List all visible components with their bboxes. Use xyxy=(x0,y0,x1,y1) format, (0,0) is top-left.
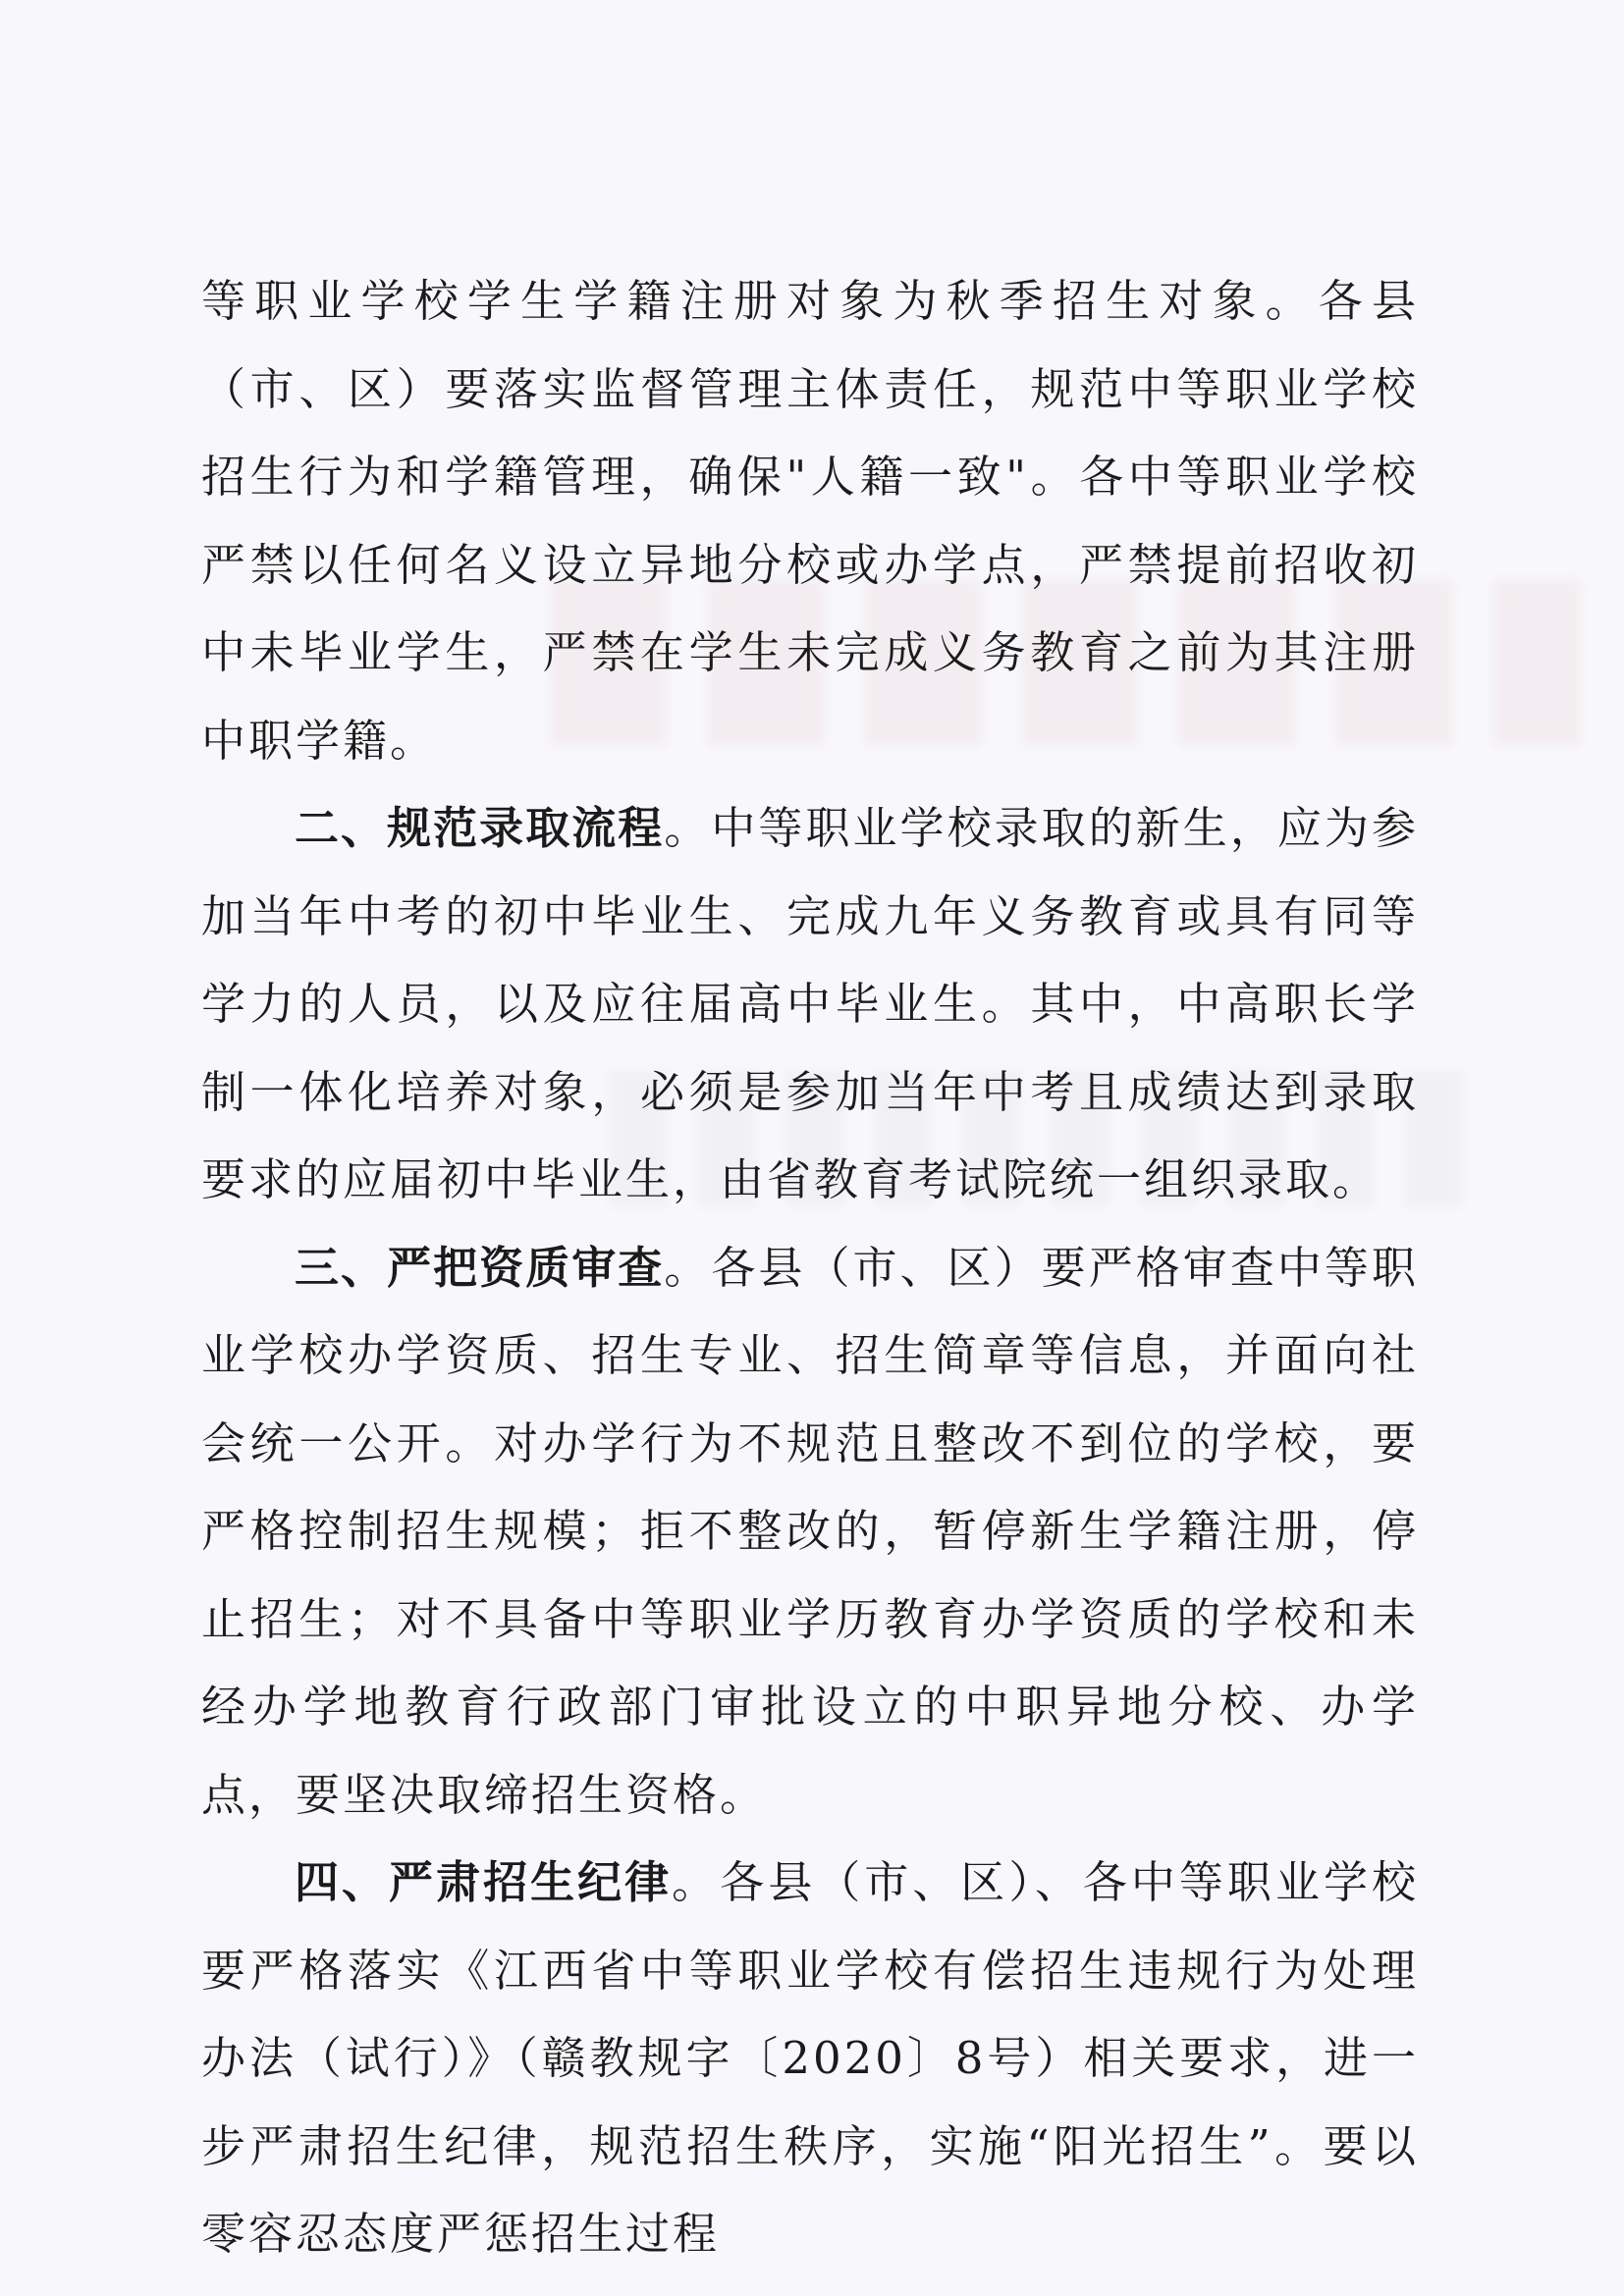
paragraph-continuation xyxy=(201,257,1419,784)
paragraph-section-3 xyxy=(201,1224,1419,1840)
paragraph-section-4 xyxy=(201,1839,1419,2278)
section-heading: 四、严肃招生纪律 xyxy=(295,1856,673,1908)
section-heading: 二、规范录取流程 xyxy=(295,802,665,854)
paragraph-text: 。各县（市、区）、各中等职业学校要严格落实《江西省中等职业学校有偿招生违规行为处理办法（试行）》（赣教规字〔2020〕8号）相关要求，进一步严肃招生纪律，规范招生秩序，实施“阳光招生”。要以零容忍态度严惩招生过程 xyxy=(201,1856,1419,2260)
paragraph-section-2 xyxy=(201,784,1419,1224)
paragraph-text: 。各县（市、区）要严格审查中等职业学校办学资质、招生专业、招生简章等信息，并面向社会统一公开。对办学行为不规范且整改不到位的学校，要严格控制招生规模；拒不整改的，暂停新生学籍注册，停止招生；对不具备中等职业学历教育办学资质的学校和未经办学地教育行政部门审批设立的中职异地分校、办学点，要坚决取缔招生资格。 xyxy=(201,1241,1419,1821)
section-heading: 三、严把资质审查 xyxy=(295,1241,665,1294)
paragraph-text: 。中等职业学校录取的新生，应为参加当年中考的初中毕业生、完成九年义务教育或具有同等学力的人员，以及应往届高中毕业生。其中，中高职长学制一体化培养对象，必须是参加当年中考且成绩达到录取要求的应届初中毕业生，由省教育考试院统一组织录取。 xyxy=(201,802,1419,1205)
document-body xyxy=(201,257,1419,2278)
paragraph-text: 等职业学校学生学籍注册对象为秋季招生对象。各县（市、区）要落实监督管理主体责任，规范中等职业学校招生行为和学籍管理，确保"人籍一致"。各中等职业学校严禁以任何名义设立异地分校或办学点，严禁提前招收初中未毕业学生，严禁在学生未完成义务教育之前为其注册中职学籍。 xyxy=(201,275,1419,767)
